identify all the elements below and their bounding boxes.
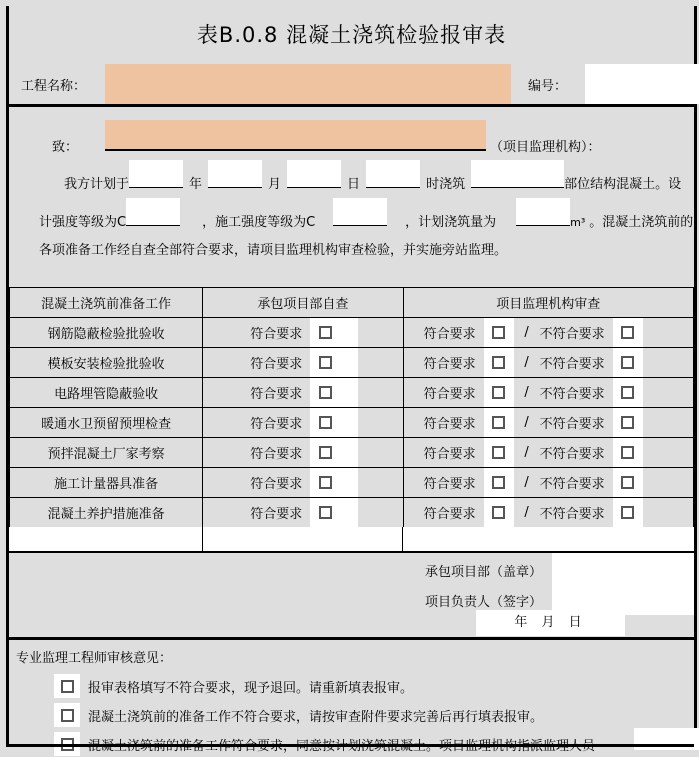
page-bottom-divider	[9, 744, 694, 747]
table-body	[10, 288, 694, 528]
construction-grade-label: ，施工强度等级为C	[202, 215, 316, 230]
checkbox-icon[interactable]	[319, 476, 332, 489]
plan-month-input[interactable]	[208, 160, 262, 188]
selfcheck-text: 符合要求	[250, 327, 303, 342]
opinion-option-1[interactable]	[54, 674, 413, 698]
letter-body	[9, 110, 694, 285]
row-selfcheck-cell	[203, 438, 403, 468]
selfcheck-group	[203, 468, 402, 497]
recipient-input[interactable]	[105, 120, 486, 151]
review-pass-checkbox-area[interactable]	[484, 438, 514, 467]
selfcheck-text: 符合要求	[250, 507, 303, 522]
plan-line2-suffix: 。混凝土浇筑前的	[589, 215, 694, 230]
selfcheck-checkbox-area[interactable]	[310, 348, 340, 377]
review-fail-checkbox-area[interactable]	[613, 468, 643, 497]
row-item-cell	[10, 498, 203, 528]
review-separator: /	[524, 475, 529, 490]
review-fail-text: 不符合要求	[539, 417, 605, 432]
selfcheck-group	[203, 408, 402, 437]
header-divider	[9, 104, 694, 107]
selfcheck-checkbox-area[interactable]	[310, 318, 340, 347]
row-item-cell	[10, 318, 203, 348]
label-day: 日	[347, 177, 361, 192]
signature-date-label: 年 月 日	[514, 615, 587, 630]
review-group	[404, 378, 693, 407]
signature-white-right	[552, 553, 694, 615]
frame-right-border	[694, 6, 697, 747]
label-pour: 时浇筑	[426, 177, 466, 192]
review-group	[404, 468, 693, 497]
selfcheck-white-spacer	[340, 348, 358, 377]
row-selfcheck-cell	[203, 498, 403, 528]
checkbox-icon[interactable]	[492, 356, 505, 369]
opinion-checkbox-area[interactable]	[54, 703, 80, 727]
selfcheck-white-spacer	[340, 318, 358, 347]
row-item-cell	[10, 348, 203, 378]
review-fail-checkbox-area[interactable]	[613, 348, 643, 377]
document-number-input[interactable]	[585, 64, 699, 104]
selfcheck-group	[203, 498, 402, 527]
selfcheck-white-spacer	[340, 468, 358, 497]
review-group	[404, 348, 693, 377]
review-separator: /	[524, 505, 529, 520]
table-row	[10, 468, 694, 498]
review-pass-text: 符合要求	[423, 447, 476, 462]
plan-hour-input[interactable]	[366, 160, 420, 188]
review-pass-text: 符合要求	[423, 507, 476, 522]
review-pass-checkbox-area[interactable]	[484, 318, 514, 347]
review-group	[404, 408, 693, 437]
row-review-cell	[403, 408, 693, 438]
opinion-option-2[interactable]	[54, 703, 543, 727]
row-review-cell	[403, 378, 693, 408]
header-selfcheck-label: 承包项目部自查	[257, 297, 349, 312]
review-fail-text: 不符合要求	[539, 507, 605, 522]
review-pass-text: 符合要求	[423, 357, 476, 372]
project-name-label: 工程名称：	[21, 79, 87, 94]
review-pass-text: 符合要求	[423, 477, 476, 492]
checkbox-icon[interactable]	[621, 506, 634, 519]
row-item-label: 暖通水卫预留预埋检查	[41, 417, 172, 432]
header-review-label: 项目监理机构审查	[496, 297, 601, 312]
row-selfcheck-cell	[203, 318, 403, 348]
header-cell-selfcheck	[203, 288, 403, 318]
selfcheck-group	[203, 318, 402, 347]
review-separator: /	[524, 445, 529, 460]
review-group	[404, 438, 693, 467]
opinion-top-divider	[9, 637, 694, 640]
contractor-seal-label: 承包项目部（盖章）	[424, 565, 542, 580]
selfcheck-text: 符合要求	[250, 387, 303, 402]
table-row	[10, 318, 694, 348]
row-review-cell	[403, 498, 693, 528]
selfcheck-group	[203, 348, 402, 377]
selfcheck-text: 符合要求	[250, 357, 303, 372]
design-grade-input[interactable]	[126, 198, 180, 226]
row-selfcheck-cell	[203, 348, 403, 378]
checkbox-icon[interactable]	[492, 446, 505, 459]
signature-block	[9, 553, 694, 636]
review-fail-checkbox-area[interactable]	[613, 498, 643, 527]
checkbox-icon[interactable]	[492, 386, 505, 399]
plan-line-2	[9, 198, 694, 228]
review-pass-checkbox-area[interactable]	[484, 468, 514, 497]
review-separator: /	[524, 415, 529, 430]
volume-unit: m³	[570, 216, 586, 229]
recipient-label: 致：	[52, 140, 79, 155]
checkbox-icon[interactable]	[492, 506, 505, 519]
table-row	[10, 348, 694, 378]
volume-label: ，计划浇筑量为	[405, 215, 497, 230]
table-blank-row[interactable]	[9, 527, 694, 553]
opinion-title: 专业监理工程师审核意见：	[16, 651, 173, 666]
project-manager-label: 项目负责人（签字）	[424, 595, 542, 610]
row-selfcheck-cell	[203, 378, 403, 408]
selfcheck-text: 符合要求	[250, 417, 303, 432]
plan-line-3: 各项准备工作经自查全部符合要求，请项目监理机构审查检验，并实施旁站监理。	[39, 243, 508, 258]
plan-location-input[interactable]	[471, 160, 564, 188]
opinion-option-2-text: 混凝土浇筑前的准备工作不符合要求，请按审查附件要求完善后再行填表报审。	[88, 709, 544, 725]
selfcheck-text: 符合要求	[250, 477, 303, 492]
row-item-label: 模板安装检验批验收	[47, 357, 165, 372]
row-item-cell	[10, 378, 203, 408]
checkbox-icon[interactable]	[621, 326, 634, 339]
checkbox-icon[interactable]	[61, 709, 74, 722]
review-fail-text: 不符合要求	[539, 327, 605, 342]
row-item-cell	[10, 468, 203, 498]
row-item-label: 预拌混凝土厂家考察	[47, 447, 165, 462]
plan-line-1	[9, 160, 694, 190]
title-band	[9, 8, 694, 60]
review-fail-text: 不符合要求	[539, 357, 605, 372]
review-fail-text: 不符合要求	[539, 477, 605, 492]
preparation-table	[9, 287, 694, 528]
row-review-cell	[403, 468, 693, 498]
checkbox-icon[interactable]	[319, 446, 332, 459]
row-item-cell	[10, 408, 203, 438]
review-pass-checkbox-area[interactable]	[484, 378, 514, 407]
selfcheck-group	[203, 378, 402, 407]
checkbox-icon[interactable]	[61, 680, 74, 693]
row-review-cell	[403, 318, 693, 348]
selfcheck-checkbox-area[interactable]	[310, 378, 340, 407]
checkbox-icon[interactable]	[621, 386, 634, 399]
checkbox-icon[interactable]	[319, 356, 332, 369]
checkbox-icon[interactable]	[621, 446, 634, 459]
opinion-checkbox-area[interactable]	[54, 674, 80, 698]
row-selfcheck-cell	[203, 408, 403, 438]
selfcheck-white-spacer	[340, 498, 358, 527]
page-title: 表B.0.8 混凝土浇筑检验报审表	[196, 23, 507, 47]
table-row	[10, 498, 694, 528]
checkbox-icon[interactable]	[319, 386, 332, 399]
checkbox-icon[interactable]	[492, 476, 505, 489]
selfcheck-white-spacer	[340, 438, 358, 467]
review-fail-text: 不符合要求	[539, 387, 605, 402]
row-review-cell	[403, 438, 693, 468]
opinion-option-1-text: 报审表格填写不符合要求，现予退回。请重新填表报审。	[88, 680, 414, 696]
review-fail-checkbox-area[interactable]	[613, 438, 643, 467]
construction-grade-input[interactable]	[333, 198, 387, 226]
review-pass-text: 符合要求	[423, 387, 476, 402]
row-item-label: 电路埋管隐蔽验收	[54, 387, 159, 402]
review-group	[404, 498, 693, 527]
selfcheck-checkbox-area[interactable]	[310, 498, 340, 527]
checkbox-icon[interactable]	[621, 356, 634, 369]
review-separator: /	[524, 385, 529, 400]
review-separator: /	[524, 325, 529, 340]
selfcheck-checkbox-area[interactable]	[310, 438, 340, 467]
review-fail-checkbox-area[interactable]	[613, 408, 643, 437]
selfcheck-checkbox-area[interactable]	[310, 408, 340, 437]
review-pass-checkbox-area[interactable]	[484, 498, 514, 527]
checkbox-icon[interactable]	[319, 326, 332, 339]
selfcheck-text: 符合要求	[250, 447, 303, 462]
selfcheck-group	[203, 438, 402, 467]
row-item-label: 钢筋隐蔽检验批验收	[47, 327, 165, 342]
review-fail-checkbox-area[interactable]	[613, 318, 643, 347]
row-review-cell	[403, 348, 693, 378]
label-month: 月	[268, 177, 282, 192]
design-grade-label: 计强度等级为C	[39, 215, 127, 230]
document-number-label: 编号：	[528, 79, 568, 94]
row-item-label: 混凝土养护措施准备	[47, 507, 165, 522]
plan-prefix: 我方计划于	[64, 177, 130, 192]
review-fail-text: 不符合要求	[539, 447, 605, 462]
review-separator: /	[524, 355, 529, 370]
opinion-block	[9, 641, 694, 747]
row-item-cell	[10, 438, 203, 468]
review-pass-checkbox-area[interactable]	[484, 348, 514, 377]
row-selfcheck-cell	[203, 468, 403, 498]
volume-input[interactable]	[516, 198, 570, 226]
project-name-input[interactable]	[105, 64, 511, 104]
table-header-row	[10, 288, 694, 318]
plan-year-input[interactable]	[129, 160, 183, 188]
checkbox-icon[interactable]	[492, 326, 505, 339]
header-cell-review	[403, 288, 693, 318]
blank-row-divider-1	[202, 527, 203, 553]
checkbox-icon[interactable]	[492, 416, 505, 429]
review-pass-checkbox-area[interactable]	[484, 408, 514, 437]
plan-day-input[interactable]	[287, 160, 341, 188]
checkbox-icon[interactable]	[621, 416, 634, 429]
checkbox-icon[interactable]	[319, 416, 332, 429]
project-name-row	[9, 62, 694, 106]
selfcheck-checkbox-area[interactable]	[310, 468, 340, 497]
checkbox-icon[interactable]	[319, 506, 332, 519]
selfcheck-white-spacer	[340, 408, 358, 437]
review-fail-checkbox-area[interactable]	[613, 378, 643, 407]
review-group	[404, 318, 693, 347]
row-item-label: 施工计量器具准备	[54, 477, 159, 492]
header-item-label: 混凝土浇筑前准备工作	[41, 297, 172, 312]
recipient-suffix: （项目监理机构）：	[490, 140, 601, 155]
review-pass-text: 符合要求	[423, 327, 476, 342]
label-year: 年	[189, 177, 203, 192]
header-cell-item	[10, 288, 203, 318]
table-row	[10, 378, 694, 408]
table-row	[10, 438, 694, 468]
table-row	[10, 408, 694, 438]
selfcheck-white-spacer	[340, 378, 358, 407]
blank-row-divider-2	[402, 527, 403, 553]
plan-suffix: 部位结构混凝土。设	[564, 177, 682, 192]
review-pass-text: 符合要求	[423, 417, 476, 432]
checkbox-icon[interactable]	[621, 476, 634, 489]
